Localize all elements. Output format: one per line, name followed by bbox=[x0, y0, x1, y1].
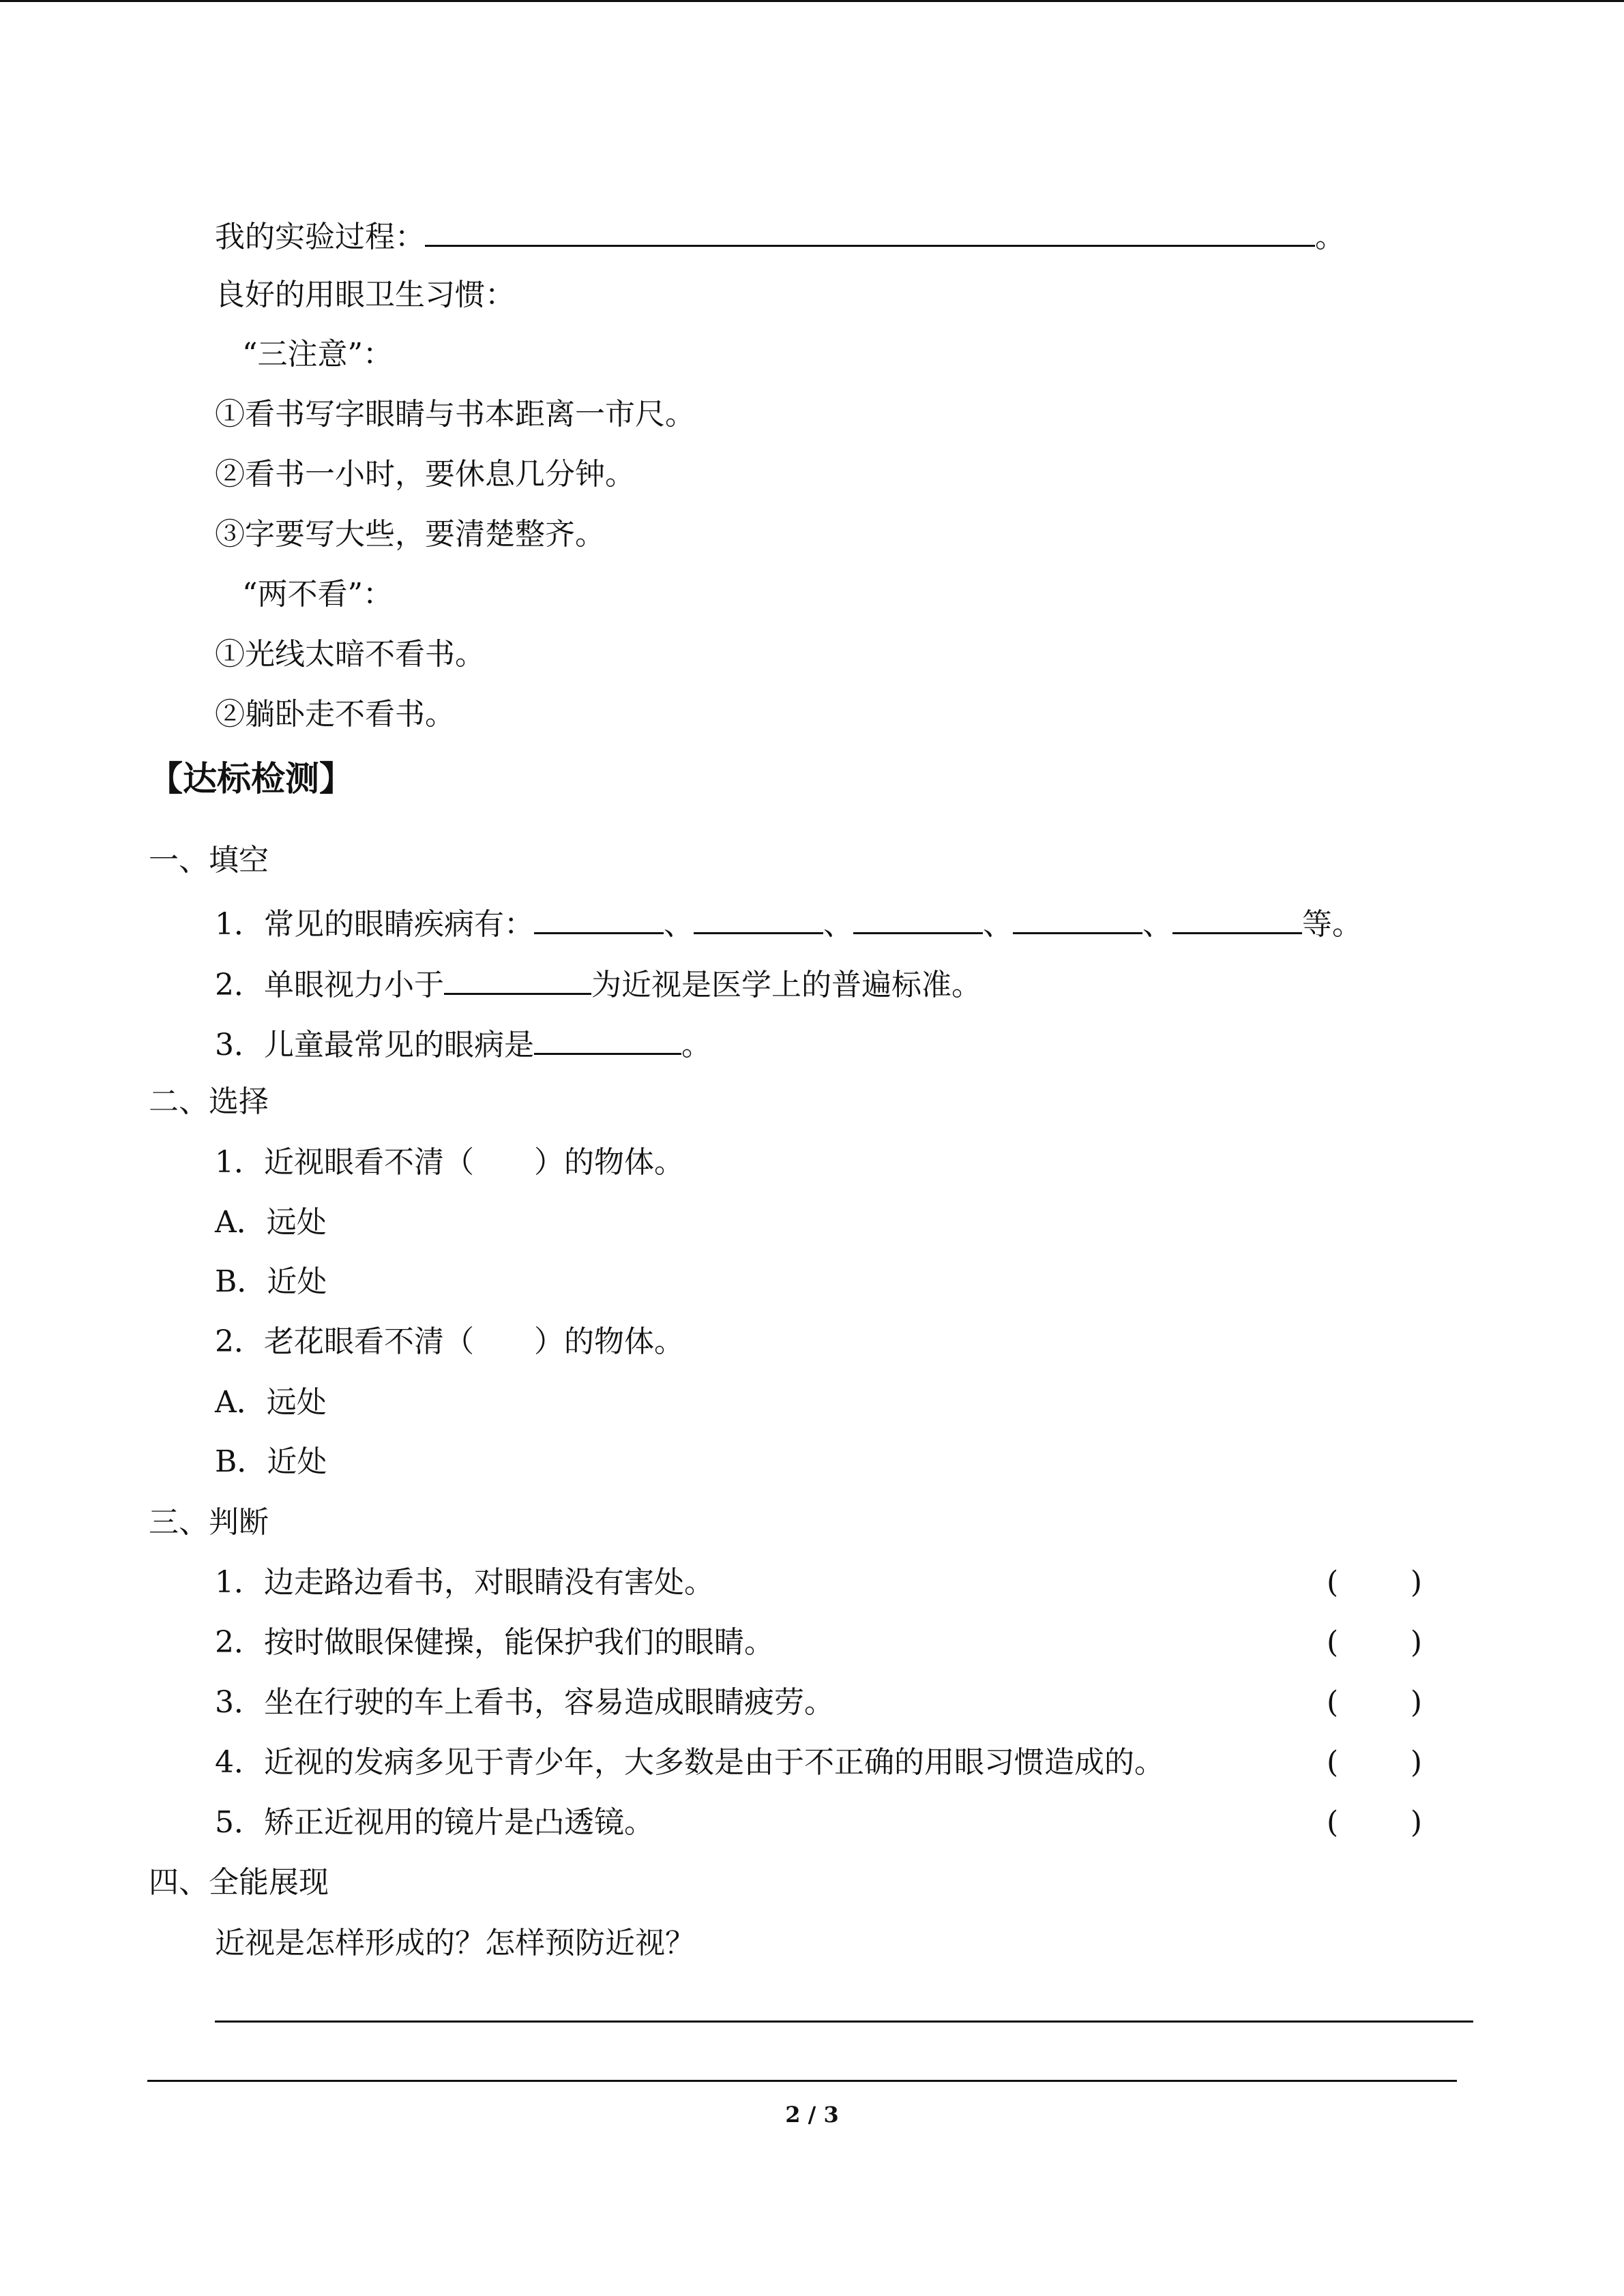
fill-q3 bbox=[215, 1023, 711, 1066]
top-border bbox=[0, 0, 1624, 2]
fill-q1-end: 等。 bbox=[1302, 907, 1362, 942]
fill-q1-blank[interactable] bbox=[853, 902, 983, 934]
attention-item: ③字要写大些，要清楚整齐。 bbox=[215, 517, 605, 552]
fill-sep: 、 bbox=[664, 907, 694, 942]
judge-answer-box[interactable] bbox=[1327, 1802, 1422, 1843]
choice-q1: 1．近视眼看不清（ ）的物体。 bbox=[215, 1145, 684, 1180]
judge-item: 2．按时做眼保健操，能保护我们的眼睛。 bbox=[215, 1625, 774, 1660]
experiment-blank[interactable] bbox=[425, 215, 1315, 247]
judge-answer-box[interactable] bbox=[1327, 1742, 1422, 1783]
paren-open: ( bbox=[1327, 1745, 1339, 1780]
fill-sep: 、 bbox=[823, 907, 853, 942]
choice-q2-option-b[interactable]: B．近处 bbox=[215, 1444, 327, 1479]
judge-item: 5．矫正近视用的镜片是凸透镜。 bbox=[215, 1805, 654, 1840]
paren-open: ( bbox=[1327, 1565, 1339, 1600]
fill-q3-suffix: 。 bbox=[681, 1028, 711, 1062]
paren-close: ) bbox=[1410, 1565, 1422, 1600]
page-number: 2 / 3 bbox=[785, 2102, 839, 2128]
two-nots-item: ①光线太暗不看书。 bbox=[215, 637, 485, 672]
fill-q1 bbox=[215, 902, 1362, 945]
fill-q2-suffix: 为近视是医学上的普遍标准。 bbox=[591, 968, 981, 1002]
judge-item: 1．边走路边看书，对眼睛没有害处。 bbox=[215, 1565, 714, 1600]
choice-q1-option-b[interactable]: B．近处 bbox=[215, 1264, 327, 1299]
attention-item: ①看书写字眼睛与书本距离一市尺。 bbox=[215, 397, 695, 432]
judge-answer-box[interactable] bbox=[1327, 1562, 1422, 1603]
show-title: 四、全能展现 bbox=[149, 1865, 329, 1900]
section-title: 【达标检测】 bbox=[149, 759, 353, 799]
two-nots-title: “两不看”： bbox=[242, 577, 393, 612]
choice-q1-option-a[interactable]: A．远处 bbox=[215, 1205, 327, 1240]
two-nots-item: ②躺卧走不看书。 bbox=[215, 697, 455, 732]
paren-close: ) bbox=[1410, 1745, 1422, 1780]
judge-answer-box[interactable] bbox=[1327, 1682, 1422, 1723]
paren-close: ) bbox=[1410, 1625, 1422, 1660]
paren-open: ( bbox=[1327, 1625, 1339, 1660]
experiment-label: 我的实验过程： bbox=[215, 220, 425, 254]
fill-q1-prefix: 1．常见的眼睛疾病有： bbox=[215, 907, 534, 942]
paren-open: ( bbox=[1327, 1805, 1339, 1840]
paren-open: ( bbox=[1327, 1685, 1339, 1720]
experiment-line bbox=[215, 215, 1345, 258]
fill-q2-blank[interactable] bbox=[444, 963, 591, 995]
judge-item: 3．坐在行驶的车上看书，容易造成眼睛疲劳。 bbox=[215, 1685, 834, 1720]
fill-title: 一、填空 bbox=[149, 843, 269, 878]
choice-q2: 2．老花眼看不清（ ）的物体。 bbox=[215, 1324, 684, 1359]
choice-title: 二、选择 bbox=[149, 1084, 269, 1119]
fill-q3-prefix: 3．儿童最常见的眼病是 bbox=[215, 1028, 534, 1062]
choice-q2-option-a[interactable]: A．远处 bbox=[215, 1385, 327, 1420]
judge-answer-box[interactable] bbox=[1327, 1622, 1422, 1663]
show-question: 近视是怎样形成的？怎样预防近视？ bbox=[215, 1926, 695, 1960]
fill-q1-blank[interactable] bbox=[534, 902, 664, 934]
paren-close: ) bbox=[1410, 1805, 1422, 1840]
judge-item: 4．近视的发病多见于青少年，大多数是由于不正确的用眼习惯造成的。 bbox=[215, 1745, 1164, 1780]
fill-q1-blank[interactable] bbox=[1013, 902, 1142, 934]
fill-q2 bbox=[215, 963, 981, 1006]
fill-q2-prefix: 2．单眼视力小于 bbox=[215, 968, 444, 1002]
fill-q3-blank[interactable] bbox=[534, 1023, 681, 1055]
paren-close: ) bbox=[1410, 1685, 1422, 1720]
fill-q1-blank[interactable] bbox=[1172, 902, 1302, 934]
habits-title: 良好的用眼卫生习惯： bbox=[215, 278, 515, 312]
fill-sep: 、 bbox=[1142, 907, 1172, 942]
answer-line[interactable] bbox=[215, 2021, 1473, 2023]
fill-q1-blank[interactable] bbox=[694, 902, 823, 934]
three-attentions-title: “三注意”： bbox=[242, 337, 393, 372]
attention-item: ②看书一小时，要休息几分钟。 bbox=[215, 457, 635, 492]
judge-title: 三、判断 bbox=[149, 1505, 269, 1540]
fill-sep: 、 bbox=[983, 907, 1013, 942]
footer-rule bbox=[147, 2080, 1457, 2082]
experiment-end: 。 bbox=[1315, 220, 1345, 254]
